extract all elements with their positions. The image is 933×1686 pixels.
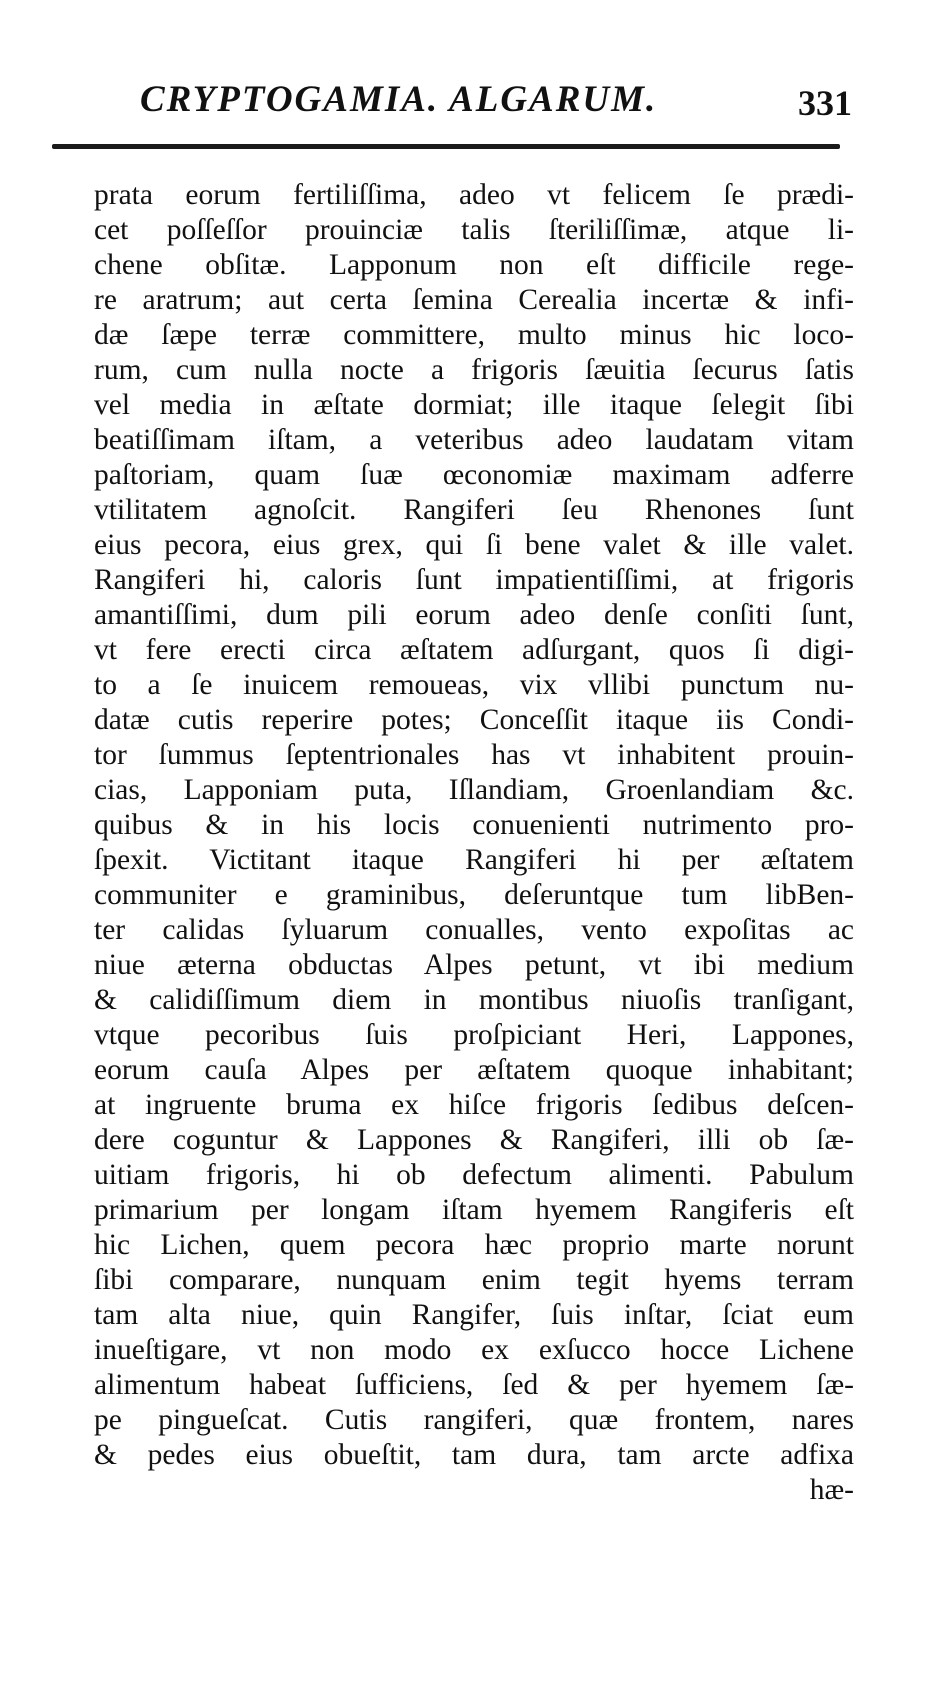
text-line: uitiam frigoris, hi ob defectum alimenti. Pabulum [94,1159,854,1191]
text-line: ſibi comparare, nunquam enim tegit hyems terram [94,1264,854,1296]
text-line: vt fere erecti circa æſtatem adſurgant, quos ſi digi- [94,634,854,666]
text-line: to a ſe inuicem remoueas, vix vllibi punctum nu- [94,669,854,701]
text-line: prata eorum fertiliſſima, adeo vt felicem ſe prædi- [94,179,854,211]
text-line: inueſtigare, vt non modo ex exſucco hocce Lichene [94,1334,854,1366]
header-rule [52,144,840,149]
text-line: chene obſitæ. Lapponum non eſt difficile rege- [94,249,854,281]
text-line: niue æterna obductas Alpes petunt, vt ibi medium [94,949,854,981]
text-line: tam alta niue, quin Rangifer, ſuis inſtar, ſciat eum [94,1299,854,1331]
text-line: ter calidas ſyluarum conualles, vento expoſitas ac [94,914,854,946]
page-number: 331 [798,83,852,123]
text-line: hic Lichen, quem pecora hæc proprio marte norunt [94,1229,854,1261]
text-line: ſpexit. Victitant itaque Rangiferi hi per æſtatem [94,844,854,876]
text-line: quibus & in his locis conuenienti nutrimento pro- [94,809,854,841]
catchword: hæ- [809,1474,854,1506]
text-line: re aratrum; aut certa ſemina Cerealia incertæ & infi- [94,284,854,316]
text-line: & calidiſſimum diem in montibus niuoſis tranſigant, [94,984,854,1016]
text-line: alimentum habeat ſufficiens, ſed & per hyemem ſæ- [94,1369,854,1401]
text-line: paſtoriam, quam ſuæ œconomiæ maximam adferre [94,459,854,491]
text-line: rum, cum nulla nocte a frigoris ſæuitia ſecurus ſatis [94,354,854,386]
text-line: communiter e graminibus, deſeruntque tum libBen- [94,879,854,911]
text-line: beatiſſimam iſtam, a veteribus adeo laudatam vitam [94,424,854,456]
text-line: vtque pecoribus ſuis proſpiciant Heri, Lappones, [94,1019,854,1051]
text-line: dæ ſæpe terræ committere, multo minus hic loco- [94,319,854,351]
text-line: eius pecora, eius grex, qui ſi bene valet & ille valet. [94,529,854,561]
body-text [94,178,854,1508]
text-line: pe pingueſcat. Cutis rangiferi, quæ frontem, nares [94,1404,854,1436]
text-line: Rangiferi hi, caloris ſunt impatientiſſimi, at frigoris [94,564,854,596]
running-head [52,78,852,138]
text-line: at ingruente bruma ex hiſce frigoris ſedibus deſcen- [94,1089,854,1121]
text-line: eorum cauſa Alpes per æſtatem quoque inhabitant; [94,1054,854,1086]
running-title: CRYPTOGAMIA. ALGARUM. [140,79,658,120]
text-line: vtilitatem agnoſcit. Rangiferi ſeu Rhenones ſunt [94,494,854,526]
text-line: tor ſummus ſeptentrionales has vt inhabitent prouin- [94,739,854,771]
text-line: datæ cutis reperire potes; Conceſſit itaque iis Condi- [94,704,854,736]
text-line: cias, Lapponiam puta, Iſlandiam, Groenlandiam &c. [94,774,854,806]
text-line: vel media in æſtate dormiat; ille itaque ſelegit ſibi [94,389,854,421]
text-line: & pedes eius obueſtit, tam dura, tam arcte adfixa [94,1439,854,1471]
text-line: amantiſſimi, dum pili eorum adeo denſe conſiti ſunt, [94,599,854,631]
text-line: primarium per longam iſtam hyemem Rangiferis eſt [94,1194,854,1226]
text-line: dere coguntur & Lappones & Rangiferi, illi ob ſæ- [94,1124,854,1156]
text-line: cet poſſeſſor prouinciæ talis ſteriliſſimæ, atque li- [94,214,854,246]
